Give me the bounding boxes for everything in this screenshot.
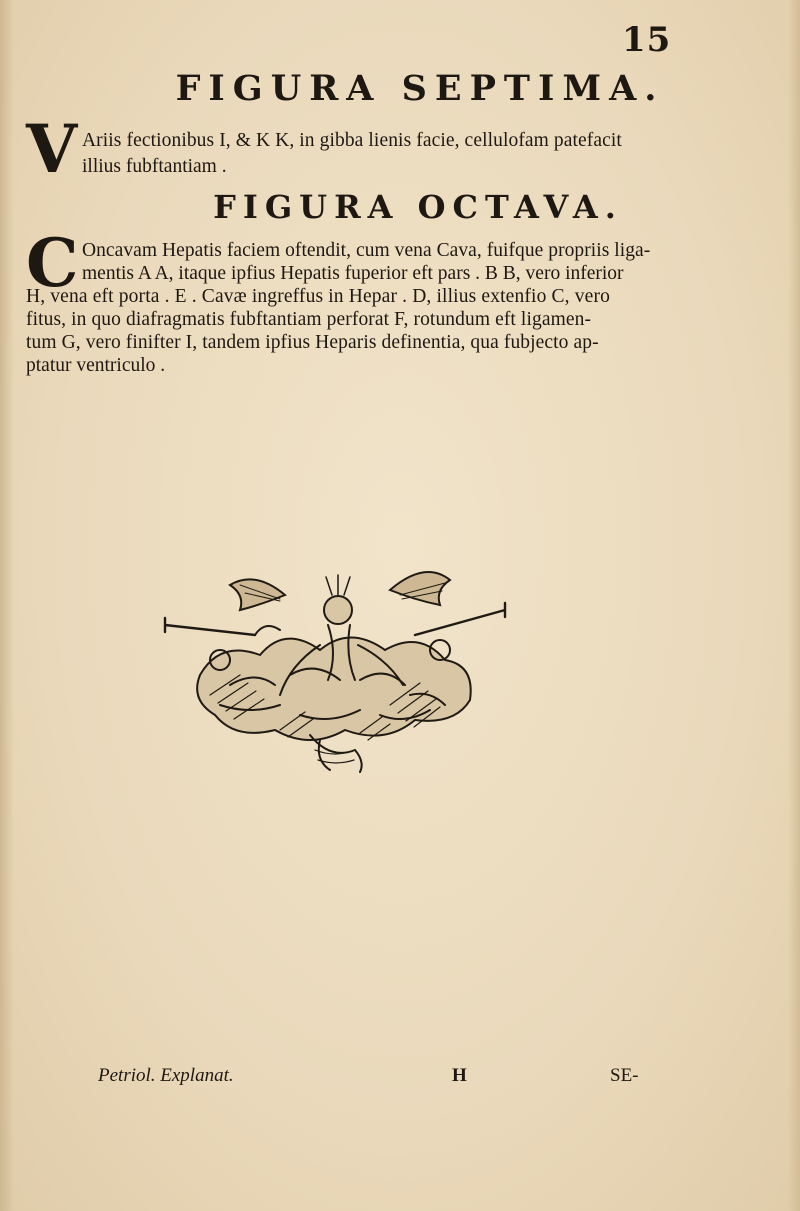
- dropcap-v: V: [26, 110, 78, 188]
- figura-octava-heading: FIGURA OCTAVA.: [213, 188, 623, 226]
- octava-line-2: mentis A A, itaque ipfius Hepatis fuperior eft pars . B B, vero inferior: [82, 263, 624, 284]
- septima-line-1: Ariis fectionibus I, & K K, in gibba lienis facie, cellulofam patefacit: [82, 130, 622, 151]
- septima-line-2: illius fubftantiam .: [82, 156, 227, 177]
- figura-septima-heading: FIGURA SEPTIMA.: [175, 68, 665, 109]
- signature-mark: H: [452, 1065, 467, 1086]
- page-edge-right: [788, 0, 800, 1211]
- page-number: 15: [622, 20, 672, 60]
- woodcut-ornament-icon: [160, 555, 510, 775]
- catchword: SE-: [610, 1065, 639, 1086]
- octava-line-5: tum G, vero finifter I, tandem ipfius Heparis definentia, qua fubjecto ap-: [26, 332, 599, 353]
- running-title: Petriol. Explanat.: [98, 1065, 234, 1086]
- octava-line-3: H, vena eft porta . E . Cavæ ingreffus in Hepar . D, illius extenfio C, vero: [26, 286, 610, 307]
- dropcap-c: C: [26, 224, 79, 302]
- octava-line-6: ptatur ventriculo .: [26, 355, 166, 376]
- octava-line-1: Oncavam Hepatis faciem oftendit, cum vena Cava, fuifque propriis liga-: [82, 240, 651, 261]
- page-edge-left: [0, 0, 14, 1211]
- octava-line-4: fitus, in quo diafragmatis fubftantiam perforat F, rotundum eft ligamen-: [26, 309, 592, 330]
